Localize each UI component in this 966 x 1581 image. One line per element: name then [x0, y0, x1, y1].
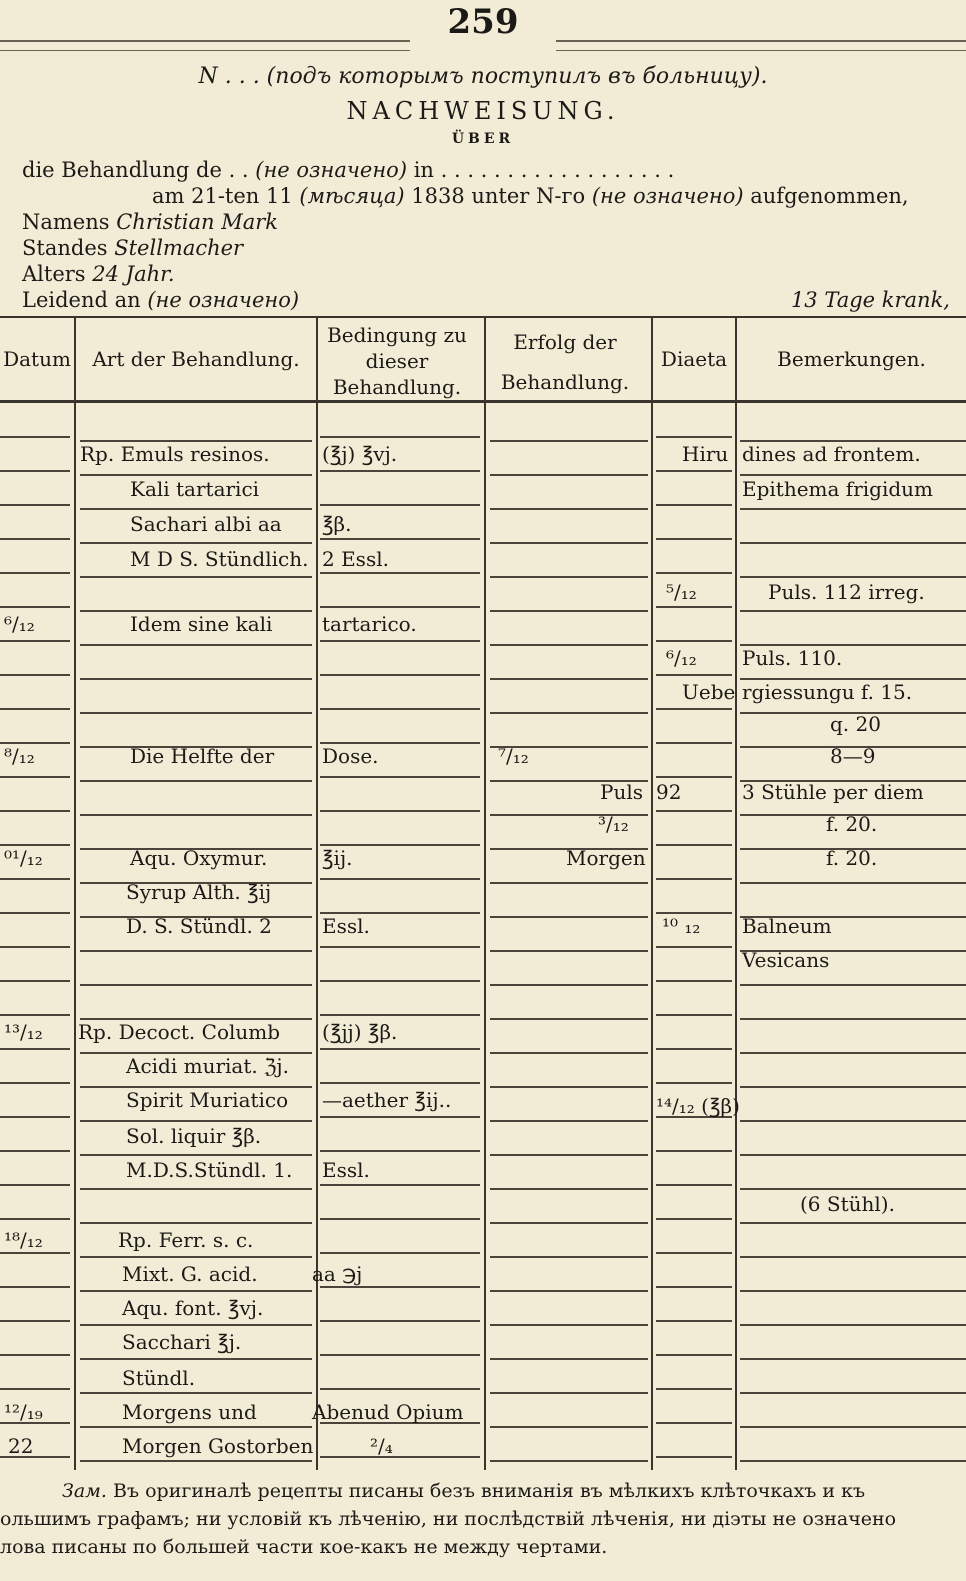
- intro-line-1: [22, 158, 674, 182]
- ruled-line: [740, 1052, 966, 1054]
- ruled-line: [80, 984, 312, 986]
- table-top-rule: [0, 316, 966, 318]
- ruled-line: [490, 610, 648, 612]
- ruled-line: [490, 984, 648, 986]
- heading-nachweisung: NACHWEISUNG.: [346, 97, 620, 125]
- ruled-line: [740, 1426, 966, 1428]
- ruled-line: [490, 1392, 648, 1394]
- ruled-line: [656, 946, 732, 948]
- ruled-line: [0, 1150, 70, 1152]
- ruled-line: [740, 1358, 966, 1360]
- ruled-line: [656, 1150, 732, 1152]
- header-art: Art der Behandlung.: [92, 347, 300, 371]
- ruled-line: [320, 470, 480, 472]
- intro-krank: 13 Tage krank,: [790, 288, 950, 312]
- ruled-line: [740, 576, 966, 578]
- ruled-line: [0, 878, 70, 880]
- ruled-line: [320, 1354, 480, 1356]
- table-cell: ⁰¹/₁₂: [4, 846, 43, 870]
- table-cell: Sacchari ℥j.: [122, 1330, 242, 1354]
- ruled-line: [740, 1018, 966, 1020]
- ruled-line: [490, 576, 648, 578]
- ruled-line: [0, 606, 70, 608]
- standes-value: Stellmacher: [114, 236, 244, 260]
- ruled-line: [490, 1052, 648, 1054]
- ruled-line: [490, 916, 648, 918]
- ruled-line: [320, 1082, 480, 1084]
- intro-not-specified-1: (не означено): [255, 158, 408, 182]
- header-diaeta: Diaeta: [660, 347, 728, 371]
- table-cell: ¹²/₁₉: [4, 1400, 43, 1424]
- ruled-line: [320, 1388, 480, 1390]
- table-cell: Sachari albi aa: [130, 512, 282, 536]
- ruled-line: [490, 1018, 648, 1020]
- ruled-line: [656, 708, 732, 710]
- intro-leidend: [22, 288, 299, 312]
- footnote-line-1: [62, 1480, 865, 1502]
- table-cell: Kali tartarici: [130, 477, 260, 501]
- table-cell: (℥j) ℥vj.: [322, 442, 398, 466]
- ruled-line: [0, 810, 70, 812]
- col-divider-2: [316, 318, 318, 1470]
- ruled-line: [740, 474, 966, 476]
- ruled-line: [656, 980, 732, 982]
- table-cell: ¹⁰ ₁₂: [662, 914, 701, 938]
- table-cell: Syrup Alth. ℥ij: [126, 880, 272, 904]
- ruled-line: [320, 1320, 480, 1322]
- ruled-line: [320, 776, 480, 778]
- ruled-line: [0, 1014, 70, 1016]
- ruled-line: [320, 1218, 480, 1220]
- footnote-line-3: лова писаны по большей части кое-какъ не между чертами.: [0, 1536, 608, 1558]
- ruled-line: [740, 1086, 966, 1088]
- ruled-line: [0, 1388, 70, 1390]
- ruled-line: [0, 946, 70, 948]
- ruled-line: [656, 1082, 732, 1084]
- table-cell: Mixt. G. acid.: [122, 1262, 258, 1286]
- ruled-line: [320, 1252, 480, 1254]
- table-cell: Rp. Ferr. s. c.: [118, 1228, 254, 1252]
- ruled-line: [0, 1116, 70, 1118]
- intro-not-specified-2: (не означено): [591, 184, 744, 208]
- ruled-line: [320, 1014, 480, 1016]
- table-cell: —aether ℥ij..: [322, 1088, 452, 1112]
- table-cell: 22: [8, 1434, 34, 1458]
- standes-label: Standes: [22, 236, 108, 260]
- ruled-line: [80, 814, 312, 816]
- ruled-line: [740, 984, 966, 986]
- ruled-line: [80, 1358, 312, 1360]
- ruled-line: [490, 1222, 648, 1224]
- ruled-line: [740, 1222, 966, 1224]
- ruled-line: [320, 640, 480, 642]
- namens-label: Namens: [22, 210, 110, 234]
- leidend-value: (не означено): [147, 288, 300, 312]
- footnote-text-1: Въ оригиналѣ рецепты писаны безъ вниманія въ мѣлкихъ клѣточкахъ и къ: [113, 1480, 866, 1502]
- table-cell: Abenud Opium: [312, 1400, 464, 1424]
- table-cell: 2 Essl.: [322, 547, 389, 571]
- ruled-line: [740, 508, 966, 510]
- table-cell: D. S. Stündl. 2: [126, 914, 272, 938]
- table-cell: Idem sine kali: [130, 612, 273, 636]
- table-cell: f. 20.: [826, 846, 878, 870]
- table-cell: aa ℈j: [312, 1262, 363, 1286]
- ruled-line: [656, 606, 732, 608]
- table-cell: Puls: [600, 780, 643, 804]
- intro-line-2: [152, 184, 909, 208]
- ruled-line: [320, 674, 480, 676]
- ruled-line: [490, 1154, 648, 1156]
- ruled-line: [0, 1286, 70, 1288]
- ruled-line: [0, 470, 70, 472]
- ruled-line: [490, 440, 648, 442]
- ruled-line: [656, 1218, 732, 1220]
- ruled-line: [0, 980, 70, 982]
- ruled-line: [490, 644, 648, 646]
- ruled-line: [740, 1256, 966, 1258]
- ruled-line: [80, 508, 312, 510]
- footnote-label: Зам.: [62, 1480, 107, 1502]
- ruled-line: [490, 1290, 648, 1292]
- table-cell: Morgen: [566, 846, 646, 870]
- table-cell: 3 Stühle per diem: [742, 780, 924, 804]
- table-cell: Puls. 110.: [742, 646, 843, 670]
- ruled-line: [656, 538, 732, 540]
- ruled-line: [656, 1320, 732, 1322]
- ruled-line: [0, 436, 70, 438]
- ruled-line: [320, 606, 480, 608]
- ruled-line: [656, 1354, 732, 1356]
- ruled-line: [490, 474, 648, 476]
- page-number: 259: [447, 2, 519, 42]
- ruled-line: [656, 1048, 732, 1050]
- ruled-line: [0, 1082, 70, 1084]
- table-cell: ℥β.: [322, 512, 352, 536]
- ruled-line: [490, 678, 648, 680]
- ruled-line: [320, 810, 480, 812]
- ruled-line: [490, 1086, 648, 1088]
- intro-alters: [22, 262, 175, 286]
- table-cell: Vesicans: [742, 948, 830, 972]
- col-divider-1: [74, 318, 76, 1470]
- ruled-line: [490, 882, 648, 884]
- table-cell: dines ad frontem.: [742, 442, 921, 466]
- table-cell: ¹⁴/₁₂ (℥β): [656, 1094, 740, 1118]
- ruled-line: [0, 1184, 70, 1186]
- ruled-line: [80, 1154, 312, 1156]
- intro-namens: [22, 210, 278, 234]
- table-cell: ¹⁸/₁₂: [4, 1228, 43, 1252]
- table-cell: ⁸/₁₂: [4, 744, 35, 768]
- ruled-line: [0, 708, 70, 710]
- ruled-line: [656, 674, 732, 676]
- ruled-line: [656, 1252, 732, 1254]
- ruled-line: [0, 674, 70, 676]
- table-cell: (6 Stühl).: [800, 1192, 895, 1216]
- alters-label: Alters: [22, 262, 86, 286]
- table-cell: Aqu. font. ℥vj.: [122, 1296, 264, 1320]
- header-erfolg: Erfolg der Behandlung.: [500, 330, 630, 394]
- table-cell: M.D.S.Stündl. 1.: [126, 1158, 293, 1182]
- ruled-line: [80, 474, 312, 476]
- table-cell: f. 20.: [826, 812, 878, 836]
- ruled-line: [320, 878, 480, 880]
- col-divider-4: [651, 318, 653, 1470]
- table-cell: 8—9: [830, 744, 876, 768]
- intro-behandlung: die Behandlung de . .: [22, 158, 249, 182]
- ruled-line: [656, 470, 732, 472]
- alters-value: 24 Jahr.: [92, 262, 175, 286]
- ruled-line: [80, 1392, 312, 1394]
- ruled-line: [80, 1256, 312, 1258]
- ruled-line: [0, 1218, 70, 1220]
- ruled-line: [320, 708, 480, 710]
- table-cell: ¹³/₁₂: [4, 1020, 43, 1044]
- ruled-line: [320, 1456, 480, 1458]
- ruled-line: [656, 742, 732, 744]
- ruled-line: [320, 504, 480, 506]
- ruled-line: [656, 776, 732, 778]
- ruled-line: [490, 1460, 648, 1462]
- ruled-line: [0, 1252, 70, 1254]
- ruled-line: [80, 1426, 312, 1428]
- ruled-line: [490, 1188, 648, 1190]
- ruled-line: [740, 1392, 966, 1394]
- ruled-line: [656, 1456, 732, 1458]
- table-cell: ⁵/₁₂: [666, 580, 697, 604]
- intro-date: am 21-ten 11: [152, 184, 293, 208]
- ruled-line: [490, 1120, 648, 1122]
- table-cell: Hiru: [682, 442, 729, 466]
- ruled-line: [740, 1154, 966, 1156]
- table-cell: Morgen Gostorben: [122, 1434, 314, 1458]
- ruled-line: [740, 1290, 966, 1292]
- ruled-line: [320, 1286, 480, 1288]
- ruled-line: [740, 1188, 966, 1190]
- ruled-line: [656, 1014, 732, 1016]
- ruled-line: [0, 912, 70, 914]
- ruled-line: [490, 950, 648, 952]
- ruled-line: [320, 572, 480, 574]
- ruled-line: [0, 572, 70, 574]
- table-cell: ³/₁₂: [598, 812, 629, 836]
- table-cell: Essl.: [322, 1158, 370, 1182]
- ruled-line: [80, 542, 312, 544]
- header-datum: Datum: [3, 347, 71, 371]
- ruled-line: [656, 504, 732, 506]
- col-divider-3: [484, 318, 486, 1470]
- ruled-line: [320, 980, 480, 982]
- table-cell: rgiessungu f. 15.: [742, 680, 913, 704]
- ruled-line: [80, 1188, 312, 1190]
- ruled-line: [490, 1358, 648, 1360]
- ruled-line: [656, 640, 732, 642]
- ruled-line: [656, 1388, 732, 1390]
- table-cell: Aqu. Oxymur.: [130, 846, 268, 870]
- ruled-line: [0, 1354, 70, 1356]
- heading-ueber: ÜBER: [451, 131, 515, 147]
- intro-aufgenommen: aufgenommen,: [750, 184, 909, 208]
- ruled-line: [490, 1426, 648, 1428]
- ruled-line: [656, 1422, 732, 1424]
- ruled-line: [490, 712, 648, 714]
- table-cell: Spirit Muriatico: [126, 1088, 289, 1112]
- ruled-line: [320, 1184, 480, 1186]
- table-cell: Rp. Emuls resinos.: [80, 442, 270, 466]
- ruled-line: [80, 1460, 312, 1462]
- namens-value: Christian Mark: [116, 210, 279, 234]
- table-cell: 92: [656, 780, 682, 804]
- header-bedingung: Bedingung zu dieser Behandlung.: [327, 323, 467, 399]
- ruled-line: [490, 1256, 648, 1258]
- intro-month: (мѣсяца): [299, 184, 405, 208]
- header-bemerkungen: Bemerkungen.: [777, 347, 926, 371]
- table-cell: ²/₄: [370, 1434, 393, 1458]
- ruled-line: [656, 844, 732, 846]
- ruled-line: [0, 640, 70, 642]
- ruled-line: [320, 1116, 480, 1118]
- ruled-line: [740, 882, 966, 884]
- table-cell: Sol. liquir ℥β.: [126, 1124, 262, 1148]
- ruled-line: [656, 572, 732, 574]
- ruled-line: [320, 1048, 480, 1050]
- table-cell: q. 20: [830, 712, 881, 736]
- ruled-line: [656, 1184, 732, 1186]
- ruled-line: [0, 1048, 70, 1050]
- ruled-line: [80, 712, 312, 714]
- ruled-line: [490, 542, 648, 544]
- ruled-line: [740, 1460, 966, 1462]
- ruled-line: [656, 810, 732, 812]
- table-cell: Morgens und: [122, 1400, 257, 1424]
- ruled-line: [320, 436, 480, 438]
- ruled-line: [320, 946, 480, 948]
- ruled-line: [490, 1324, 648, 1326]
- table-cell: M D S. Stündlich.: [130, 547, 309, 571]
- ruled-line: [490, 508, 648, 510]
- ruled-line: [0, 538, 70, 540]
- ruled-line: [80, 1120, 312, 1122]
- ruled-line: [0, 504, 70, 506]
- ruled-line: [656, 1286, 732, 1288]
- heading-patient-number: N . . . (подъ которымъ поступилъ въ больницу).: [198, 64, 768, 89]
- intro-year-number: 1838 unter N-го: [411, 184, 586, 208]
- ruled-line: [320, 1150, 480, 1152]
- table-cell: Epithema frigidum: [742, 477, 934, 501]
- leidend-label: Leidend an: [22, 288, 141, 312]
- ruled-line: [740, 1324, 966, 1326]
- ruled-line: [656, 436, 732, 438]
- table-cell: ⁶/₁₂: [4, 612, 35, 636]
- intro-in: in . . . . . . . . . . . . . . . . . .: [413, 158, 675, 182]
- ruled-line: [80, 1324, 312, 1326]
- table-cell: Die Helfte der: [130, 744, 275, 768]
- ruled-line: [80, 678, 312, 680]
- table-cell: Rp. Decoct. Columb: [78, 1020, 281, 1044]
- table-header-rule: [0, 400, 966, 403]
- intro-standes: [22, 236, 243, 260]
- table-cell: Balneum: [742, 914, 832, 938]
- ruled-line: [320, 538, 480, 540]
- ruled-line: [656, 878, 732, 880]
- ruled-line: [80, 1290, 312, 1292]
- ruled-line: [0, 776, 70, 778]
- table-cell: Stündl.: [122, 1366, 196, 1390]
- ruled-line: [80, 576, 312, 578]
- table-cell: Essl.: [322, 914, 370, 938]
- col-divider-5: [735, 318, 737, 1470]
- table-cell: Acidi muriat. ℨj.: [126, 1054, 289, 1078]
- ruled-line: [740, 1120, 966, 1122]
- ruled-line: [80, 1222, 312, 1224]
- ruled-line: [80, 950, 312, 952]
- table-cell: tartarico.: [322, 612, 417, 636]
- ruled-line: [740, 542, 966, 544]
- ruled-line: [740, 610, 966, 612]
- table-cell: (℥jj) ℥β.: [322, 1020, 398, 1044]
- footnote-line-2: ольшимъ графамъ; ни условій къ лѣченію, ни послѣдствій лѣченія, ни діэты не означено: [0, 1508, 897, 1530]
- ruled-line: [0, 1320, 70, 1322]
- table-cell: Puls. 112 irreg.: [768, 580, 925, 604]
- table-cell: Uebe: [682, 680, 736, 704]
- ruled-line: [80, 644, 312, 646]
- table-cell: ⁷/₁₂: [498, 744, 529, 768]
- table-cell: ℥ij.: [322, 846, 353, 870]
- table-cell: Dose.: [322, 744, 379, 768]
- table-cell: ⁶/₁₂: [666, 646, 697, 670]
- ruled-line: [80, 780, 312, 782]
